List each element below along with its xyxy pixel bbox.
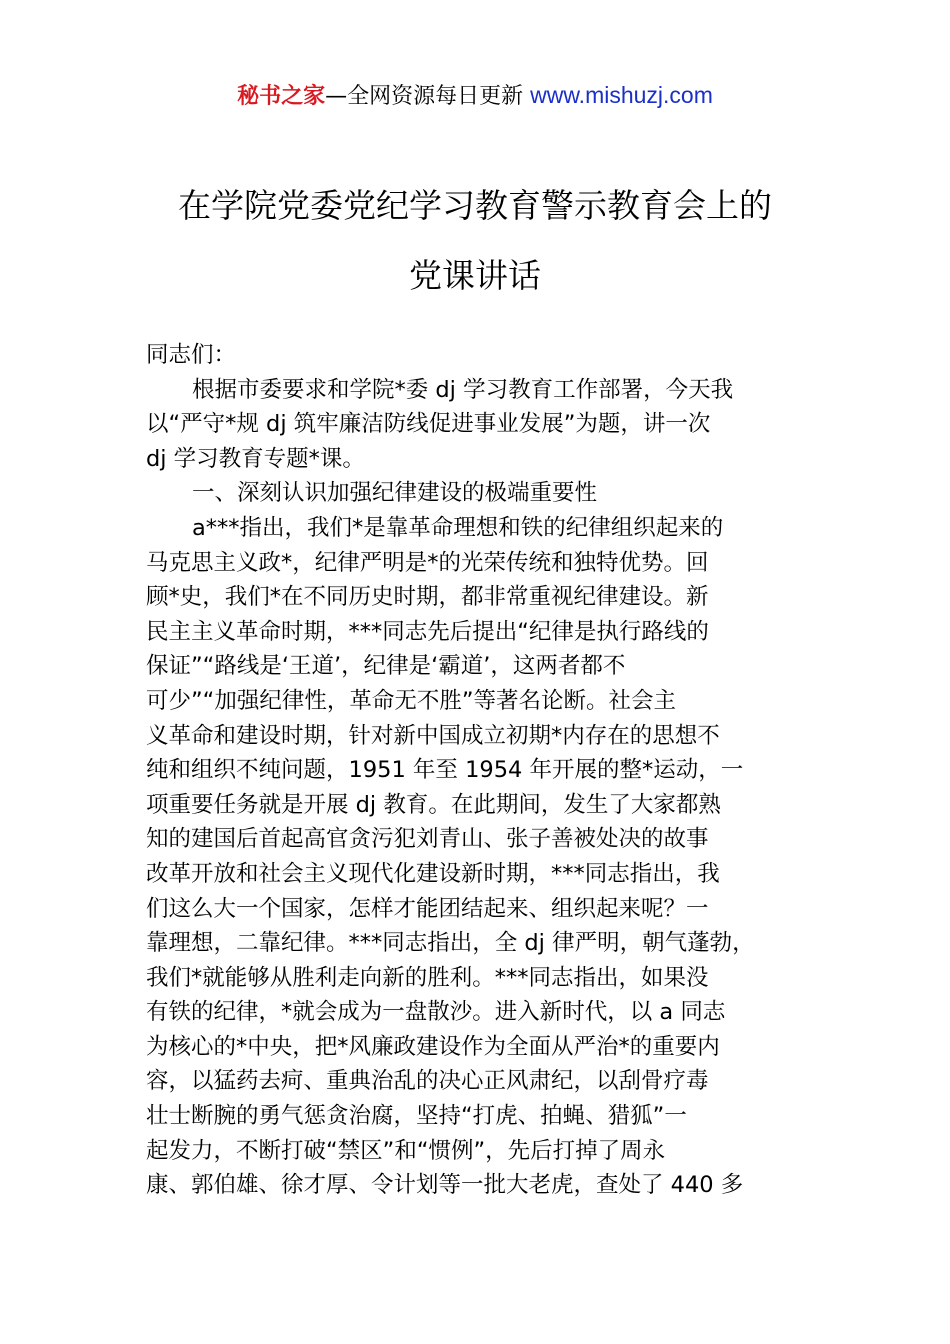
body-line: 可少”“加强纪律性，革命无不胜”等著名论断。社会主 xyxy=(146,687,676,714)
body-line: 知的建国后首起高官贪污犯刘青山、张子善被处决的故事 xyxy=(146,826,709,853)
body-line: 顾*史，我们*在不同历史时期，都非常重视纪律建设。新 xyxy=(146,584,709,611)
body-line: 纯和组织不纯问题，1951 年至 1954 年开展的整*运动，一 xyxy=(146,757,744,784)
site-header xyxy=(0,78,950,114)
body-line: 靠理想，二靠纪律。***同志指出，全 dj 律严明，朝气蓬勃， xyxy=(146,930,755,957)
body-line: 容，以猛药去疴、重典治乱的决心正风肃纪，以刮骨疗毒 xyxy=(146,1068,709,1095)
body-line: 有铁的纪律，*就会成为一盘散沙。进入新时代，以 a 同志 xyxy=(146,999,726,1026)
section-heading: 一、深刻认识加强纪律建设的极端重要性 xyxy=(192,480,598,507)
body-line: 起发力，不断打破“禁区”和“惯例”，先后打掉了周永 xyxy=(146,1137,666,1164)
body-line: dj 学习教育专题*课。 xyxy=(146,445,365,472)
document-title-line-1: 在学院党委党纪学习教育警示教育会上的 xyxy=(178,186,772,225)
body-line: 为核心的*中央，把*风廉政建设作为全面从严治*的重要内 xyxy=(146,1033,720,1060)
body-line: 项重要任务就是开展 dj 教育。在此期间，发生了大家都熟 xyxy=(146,791,721,818)
body-line: 以“严守*规 dj 筑牢廉洁防线促进事业发展”为题，讲一次 xyxy=(146,411,711,438)
body-line: 们这么大一个国家，怎样才能团结起来、组织起来呢？一 xyxy=(146,895,709,922)
body-line: 康、郭伯雄、徐才厚、令计划等一批大老虎，查处了 440 多 xyxy=(146,1172,744,1199)
site-url-link[interactable]: www.mishuzj.com xyxy=(530,82,713,108)
salutation: 同志们： xyxy=(146,342,237,368)
site-brand: 秘书之家 xyxy=(237,84,326,109)
site-slogan: —全网资源每日更新 xyxy=(325,84,531,109)
body-line: 保证”“路线是‘王道’，纪律是‘霸道’，这两者都不 xyxy=(146,653,626,680)
body-line: 根据市委要求和学院*委 dj 学习教育工作部署，今天我 xyxy=(192,376,734,403)
body-line: 义革命和建设时期，针对新中国成立初期*内存在的思想不 xyxy=(146,722,720,749)
body-line: 改革开放和社会主义现代化建设新时期，***同志指出，我 xyxy=(146,860,720,887)
body-line: 民主主义革命时期，***同志先后提出“纪律是执行路线的 xyxy=(146,618,709,645)
body-line: 马克思主义政*，纪律严明是*的光荣传统和独特优势。回 xyxy=(146,549,709,576)
body-line: 壮士断腕的勇气惩贪治腐，坚持“打虎、拍蝇、猎狐”一 xyxy=(146,1103,687,1130)
document-body xyxy=(146,338,826,1203)
document-title-line-2: 党课讲话 xyxy=(409,256,541,295)
body-line: a***指出，我们*是靠革命理想和铁的纪律组织起来的 xyxy=(192,514,724,541)
body-line: 我们*就能够从胜利走向新的胜利。***同志指出，如果没 xyxy=(146,964,709,991)
